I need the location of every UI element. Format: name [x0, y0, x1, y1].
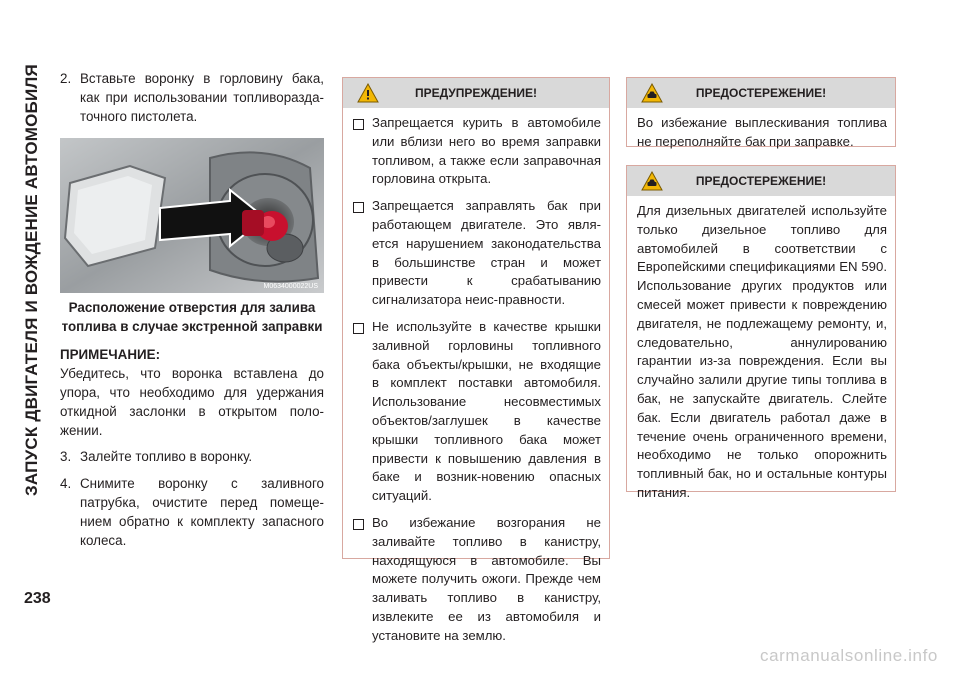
fuel-filler-illustration [60, 138, 324, 293]
warning-item-text: Запрещается заправлять бак при работающем двигателе. Это явля-ется нарушением законодательства в большинстве стран и может привести к срабатыванию сигнализатора неис-правности. [372, 198, 601, 308]
caution-text: Во избежание выплескивания топлива не переполняйте бак при заправке. [637, 115, 887, 149]
step-2 [60, 70, 324, 126]
fuel-filler-photo [60, 138, 324, 293]
caution-box-diesel [626, 165, 896, 500]
bullet-square-icon [353, 323, 364, 334]
figure-caption: Расположение отверстия для залива топлива в случае экстренной заправки [61, 300, 323, 334]
warning-item [353, 514, 601, 646]
caution-header [627, 78, 895, 108]
warning-item [353, 318, 601, 506]
warning-item [353, 114, 601, 189]
note-text: Убедитесь, что воронка вставлена до упора, что необходимо для удержания откидной заслонки в открытом поло-жении. [60, 366, 324, 438]
step-4 [60, 475, 324, 550]
step-number: 4. [60, 476, 72, 492]
warning-item [353, 197, 601, 310]
step-number: 3. [60, 449, 72, 465]
warning-item-text: Во избежание возгорания не заливайте топливо в канистру, находящуюся в автомобиле. Вы можете получить ожоги. Прежде чем заливать топливо в канистру, извлеките ее из автомобиля и установите на землю. [372, 514, 601, 643]
section-title-vertical [14, 64, 50, 496]
step-text: Залейте топливо в воронку. [80, 449, 253, 465]
caution-header [627, 166, 895, 196]
caution-title: ПРЕДОСТЕРЕЖЕНИЕ! [695, 86, 827, 100]
warning-item-text: Не используйте в качестве крышки заливной горловины топливного бака объекты/крышки, не входящие в комплект поставки автомобиля. Использование несовместимых объектов/заглушек в качестве крышки топливного бака может привести к повышению давления в баке и возник-новению опасных ситуаций. [372, 318, 601, 504]
warning-title: ПРЕДУПРЕЖДЕНИЕ! [414, 86, 538, 100]
figure-code: M0634000022US [263, 283, 318, 291]
bullet-square-icon [353, 119, 364, 130]
caution-box-overfill [626, 77, 896, 147]
step-text: Снимите воронку с заливного патрубка, очистите перед помеще-нием обратно к комплекту запасного колеса. [80, 476, 324, 548]
warning-header [343, 78, 609, 108]
warning-box [342, 77, 610, 643]
section-title: ЗАПУСК ДВИГАТЕЛЯ И ВОЖДЕНИЕ АВТОМОБИЛЯ [22, 64, 41, 496]
warning-item-text: Запрещается курить в автомобиле или вблизи него во время заправки топливом, а также если заправочная горловина открыта. [372, 115, 601, 187]
bullet-square-icon [353, 202, 364, 213]
caution-title: ПРЕДОСТЕРЕЖЕНИЕ! [695, 174, 827, 188]
step-number: 2. [60, 71, 72, 86]
page-number: 238 [24, 590, 51, 607]
note-title: ПРИМЕЧАНИЕ: [60, 347, 161, 363]
left-column [60, 70, 324, 558]
step-text: Вставьте воронку в горловину бака, как при использовании топливоразда-точного пистолета. [80, 71, 324, 124]
bullet-square-icon [353, 519, 364, 530]
watermark: carmanualsonline.info [760, 646, 938, 665]
step-3 [60, 448, 324, 467]
warning-body [343, 108, 609, 662]
caution-text: Для дизельных двигателей используйте только дизельное топливо для автомобилей в соответствии с Европейскими спецификациями EN 590. Использование других продуктов или смесей может привести к повреждению двигателя, не подлежащему ремонту, и, следовательно, аннулированию гарантии из-за повреждения. Если вы случайно залили другие типы топлива в бак, не запускайте двигатель. Слейте бак. Если двигатель работал даже в течение очень ограниченного времени, необходимо не только опорожнить топливный бак, но и остальные контуры питания. [637, 203, 887, 500]
